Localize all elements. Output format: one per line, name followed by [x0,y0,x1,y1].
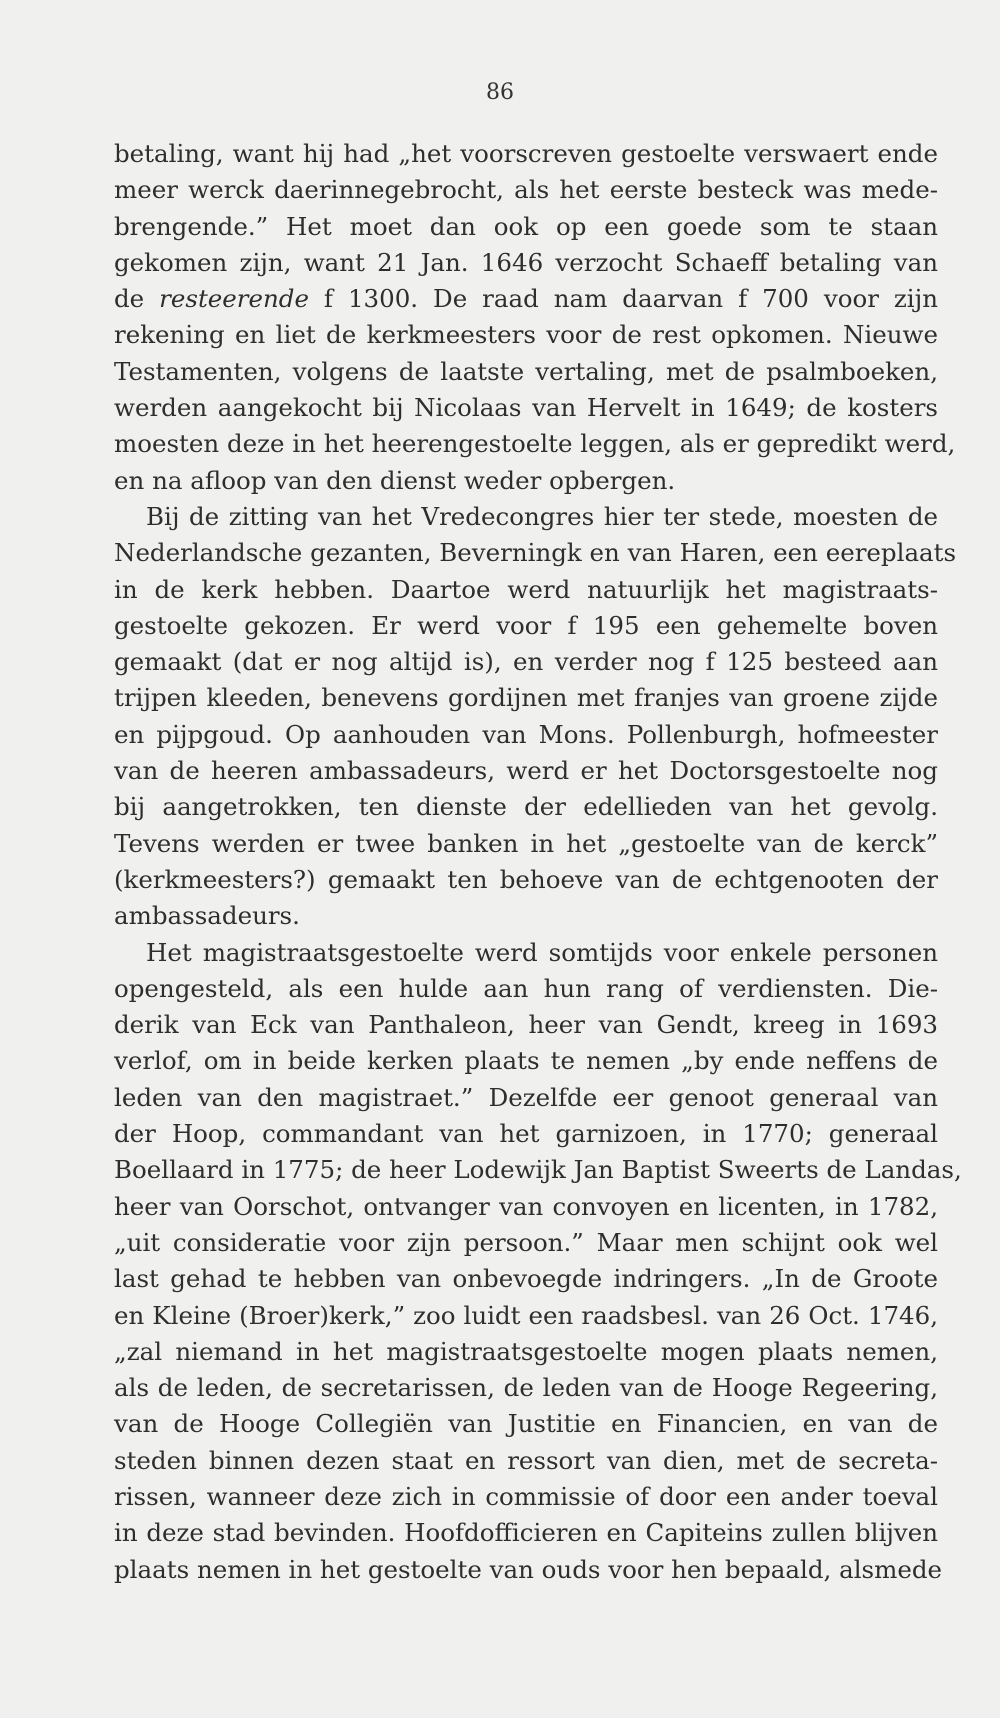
text-line: meer werck daerinnegebrocht, als het eerste besteck was mede- [114,175,938,205]
text-line: van de heeren ambassadeurs, werd er het Doctorsgestoelte nog [114,756,938,786]
text-line: en pijpgoud. Op aanhouden van Mons. Pollenburgh, hofmeester [114,719,938,749]
page-number: 86 [486,80,514,105]
text-line: en Kleine (Broer)kerk,” zoo luidt een raadsbesl. van 26 Oct. 1746, [114,1300,938,1330]
text-line: als de leden, de secretarissen, de leden van de Hooge Regeering, [114,1373,938,1403]
text-line: leden van den magistraet.” Dezelfde eer genoot generaal van [114,1082,938,1112]
text-line: en na afloop van den dienst weder opbergen. [114,465,676,495]
text-line: Het magistraatsgestoelte werd somtijds voor enkele personen [146,937,938,967]
text-line: last gehad te hebben van onbevoegde indringers. „In de Groote [114,1264,938,1294]
text-line-with-italic [114,281,938,317]
text-line: verlof, om in beide kerken plaats te nemen „by ende neffens de [114,1046,938,1076]
text-line: in de kerk hebben. Daartoe werd natuurlijk het magistraats- [114,574,938,604]
text-line: betaling, want hij had „het voorscreven gestoelte verswaert ende [114,139,938,168]
text-line: gestoelte gekozen. Er werd voor f 195 een gehemelte boven [114,610,938,640]
text-line: gemaakt (dat er nog altijd is), en verder nog f 125 besteed aan [114,647,938,677]
text-fragment: de [114,284,160,314]
text-line: werden aangekocht bij Nicolaas van Hervelt in 1649; de kosters [114,393,938,423]
text-line: der Hoop, commandant van het garnizoen, in 1770; generaal [114,1119,938,1149]
text-line: trijpen kleeden, benevens gordijnen met franjes van groene zijde [114,683,938,713]
text-line: rissen, wanneer deze zich in commissie of door een ander toeval [114,1481,938,1511]
text-line: plaats nemen in het gestoelte van ouds voor hen bepaald, alsmede [114,1554,943,1584]
text-line: in deze stad bevinden. Hoofdofficieren en Capiteins zullen blijven [114,1518,938,1548]
text-line: steden binnen dezen staat en ressort van dien, met de secreta- [114,1445,938,1475]
text-line: moesten deze in het heerengestoelte leggen, als er gepredikt werd, [114,429,956,459]
text-line: van de Hooge Collegiën van Justitie en Financien, en van de [114,1409,938,1439]
text-line: gekomen zijn, want 21 Jan. 1646 verzocht Schaeff betaling van [114,247,938,277]
text-fragment: f 1300. De raad nam daarvan f 700 voor zijn [308,284,938,314]
text-line: bij aangetrokken, ten dienste der edellieden van het gevolg. [114,792,938,822]
text-line: heer van Oorschot, ontvanger van convoyen en licenten, in 1782, [114,1191,938,1221]
italic-word: resteerende [159,284,309,314]
text-line: Nederlandsche gezanten, Beverningk en van Haren, een eereplaats [114,538,957,568]
text-line: „zal niemand in het magistraatsgestoelte mogen plaats nemen, [114,1336,938,1366]
text-line: derik van Eck van Panthaleon, heer van Gendt, kreeg in 1693 [114,1010,938,1040]
text-line: ambassadeurs. [114,901,300,931]
text-line: Tevens werden er twee banken in het „gestoelte van de kerck” [114,828,938,858]
text-line: Bij de zitting van het Vredecongres hier ter stede, moesten de [146,501,938,531]
text-line: opengesteld, als een hulde aan hun rang of verdiensten. Die- [114,973,938,1003]
text-line: (kerkmeesters?) gemaakt ten behoeve van de echtgenooten der [114,864,938,894]
text-line: Testamenten, volgens de laatste vertaling, met de psalmboeken, [114,356,938,386]
text-line: brengende.” Het moet dan ook op een goede som te staan [114,211,938,241]
text-line: rekening en liet de kerkmeesters voor de rest opkomen. Nieuwe [114,320,938,350]
body-text [114,136,962,1588]
text-line: Boellaard in 1775; de heer Lodewijk Jan Baptist Sweerts de Landas, [114,1155,962,1185]
text-line: „uit consideratie voor zijn persoon.” Maar men schijnt ook wel [114,1227,938,1257]
